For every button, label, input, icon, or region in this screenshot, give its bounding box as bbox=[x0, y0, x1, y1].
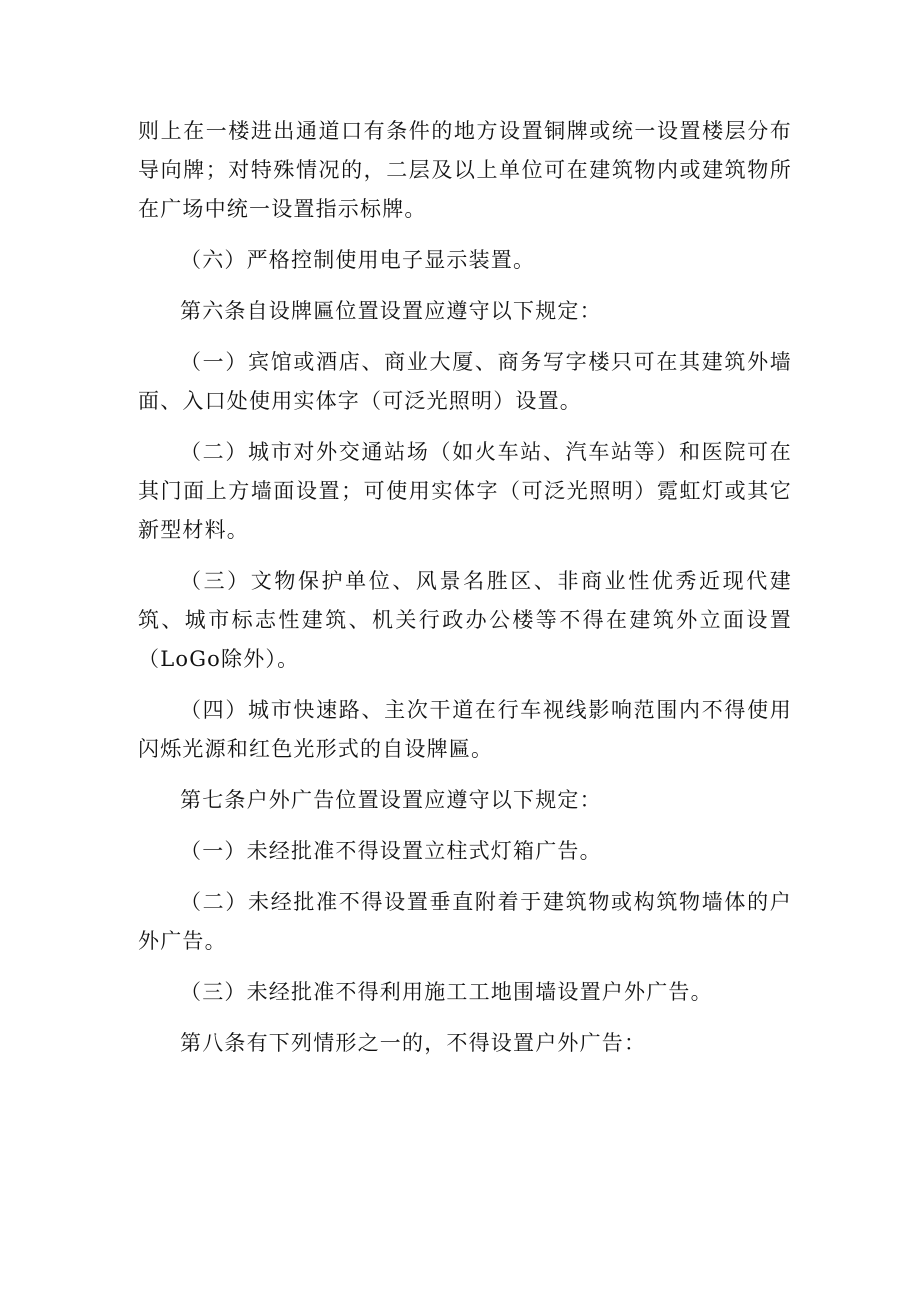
article-7-item-3: （三）未经批准不得利用施工工地围墙设置户外广告。 bbox=[180, 980, 713, 1004]
paragraph-item-6: （六）严格控制使用电子显示装置。 bbox=[180, 248, 536, 272]
document-body bbox=[138, 112, 792, 1075]
article-6-item-2: （二）城市对外交通站场（如火车站、汽车站等）和医院可在其门面上方墙面设置；可使用实体字（可泛光照明）霓虹灯或其它新型材料。 bbox=[138, 440, 792, 542]
article-8-heading: 第八条有下列情形之一的，不得设置户外广告： bbox=[180, 1031, 647, 1055]
article-7-heading: 第七条户外广告位置设置应遵守以下规定： bbox=[180, 788, 602, 812]
article-6-heading: 第六条自设牌匾位置设置应遵守以下规定： bbox=[180, 299, 602, 323]
paragraph-continuation: 则上在一楼进出通道口有条件的地方设置铜牌或统一设置楼层分布导向牌；对特殊情况的，二层及以上单位可在建筑物内或建筑物所在广场中统一设置指示标牌。 bbox=[138, 119, 792, 221]
article-7-item-2: （二）未经批准不得设置垂直附着于建筑物或构筑物墙体的户外广告。 bbox=[138, 890, 792, 953]
article-6-item-3: （三）文物保护单位、风景名胜区、非商业性优秀近现代建筑、城市标志性建筑、机关行政办公楼等不得在建筑外立面设置（LoGo除外）。 bbox=[138, 569, 792, 671]
article-7-item-1: （一）未经批准不得设置立柱式灯箱广告。 bbox=[180, 839, 602, 863]
article-6-item-1: （一）宾馆或酒店、商业大厦、商务写字楼只可在其建筑外墙面、入口处使用实体字（可泛光照明）设置。 bbox=[138, 350, 792, 413]
article-6-item-4: （四）城市快速路、主次干道在行车视线影响范围内不得使用闪烁光源和红色光形式的自设牌匾。 bbox=[138, 698, 792, 761]
